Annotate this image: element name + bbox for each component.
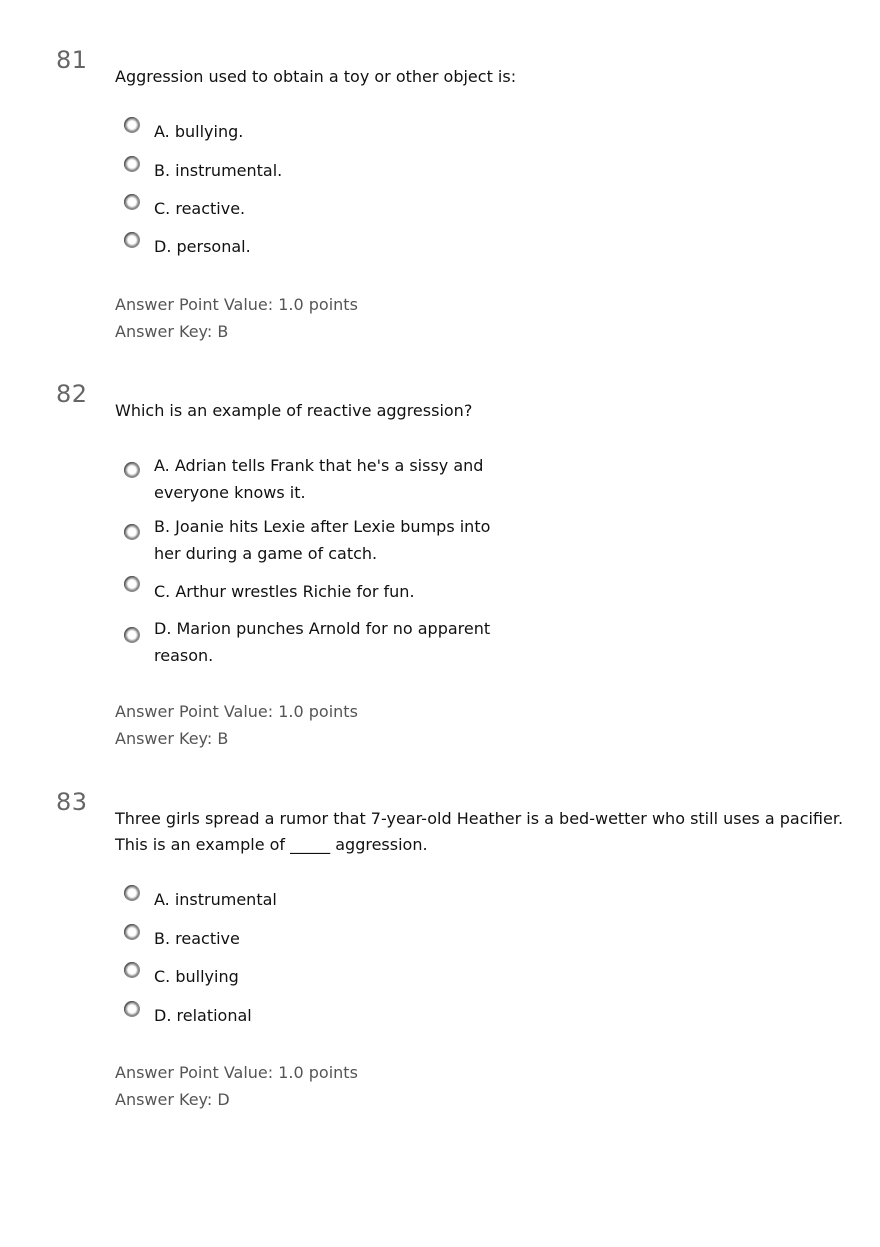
question-number: 82	[56, 380, 88, 408]
answer-option-label[interactable]: C. Arthur wrestles Richie for fun.	[154, 582, 415, 601]
answer-option-label[interactable]: C. reactive.	[154, 199, 246, 218]
radio-button-icon[interactable]	[124, 962, 140, 978]
answer-option-label[interactable]: A. bullying.	[154, 122, 244, 141]
answer-key: Answer Key: B	[115, 322, 229, 341]
answer-point-value: Answer Point Value: 1.0 points	[115, 295, 358, 314]
question-number: 81	[56, 46, 88, 74]
radio-button-icon[interactable]	[124, 194, 140, 210]
radio-button-icon[interactable]	[124, 117, 140, 133]
answer-point-value: Answer Point Value: 1.0 points	[115, 702, 358, 721]
answer-option-label[interactable]: A. Adrian tells Frank that he's a sissy and everyone knows it.	[154, 456, 484, 502]
radio-button-icon[interactable]	[124, 156, 140, 172]
radio-button-icon[interactable]	[124, 576, 140, 592]
answer-option-label[interactable]: B. instrumental.	[154, 161, 283, 180]
radio-button-icon[interactable]	[124, 885, 140, 901]
question-text: Aggression used to obtain a toy or other object is:	[115, 67, 517, 86]
answer-key: Answer Key: B	[115, 729, 229, 748]
question-number: 83	[56, 788, 88, 816]
answer-option-label[interactable]: B. reactive	[154, 929, 240, 948]
answer-option-label[interactable]: B. Joanie hits Lexie after Lexie bumps into her during a game of catch.	[154, 517, 491, 563]
question-text: Which is an example of reactive aggression?	[115, 401, 473, 420]
radio-button-icon[interactable]	[124, 462, 140, 478]
radio-button-icon[interactable]	[124, 1001, 140, 1017]
answer-point-value: Answer Point Value: 1.0 points	[115, 1063, 358, 1082]
answer-option-label[interactable]: A. instrumental	[154, 890, 277, 909]
radio-button-icon[interactable]	[124, 232, 140, 248]
answer-option-label[interactable]: C. bullying	[154, 967, 239, 986]
radio-button-icon[interactable]	[124, 627, 140, 643]
radio-button-icon[interactable]	[124, 524, 140, 540]
answer-option-label[interactable]: D. personal.	[154, 237, 251, 256]
answer-option-label[interactable]: D. Marion punches Arnold for no apparent reason.	[154, 619, 491, 665]
question-text: Three girls spread a rumor that 7-year-old Heather is a bed-wetter who still uses a pacifier. This is an example of _____ aggression.	[115, 809, 844, 854]
answer-key: Answer Key: D	[115, 1090, 230, 1109]
radio-button-icon[interactable]	[124, 924, 140, 940]
answer-option-label[interactable]: D. relational	[154, 1006, 252, 1025]
